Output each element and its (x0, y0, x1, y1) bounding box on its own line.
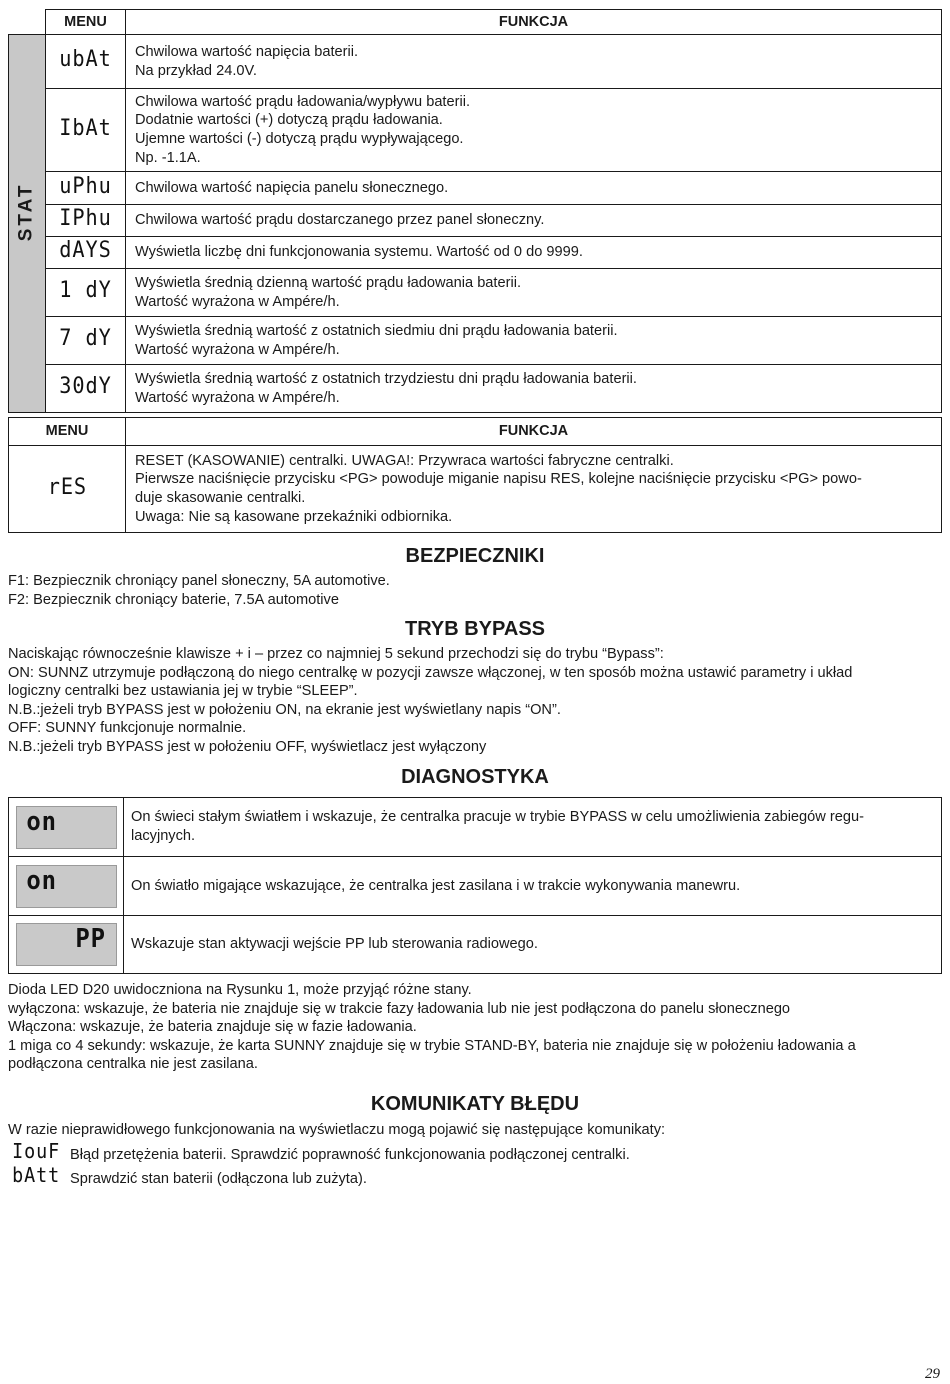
text-line: OFF: SUNNY funkcjonuje normalnie. (8, 720, 247, 737)
desc-line: Wyświetla średnią wartość z ostatnich siedmiu dni prądu ładowania baterii. (135, 322, 618, 339)
bypass-text (8, 645, 938, 757)
desc-line: Wyświetla liczbę dni funkcjonowania systemu. Wartość od 0 do 9999. (135, 244, 583, 261)
menu-code: rES (47, 474, 87, 500)
desc-line: duje skasowanie centralki. (135, 490, 306, 506)
error-code: IouF (12, 1139, 61, 1163)
lcd-text: on (25, 806, 57, 837)
menu-code-cell (46, 365, 126, 413)
section-heading-diagnostics: DIAGNOSTYKA (401, 766, 549, 788)
function-description (126, 446, 942, 533)
desc-line: Pierwsze naciśnięcie przycisku <PG> powoduje miganie napisu RES, kolejne naciśnięcie przycisku <PG> powo- (135, 471, 862, 488)
menu-code: 30dY (59, 374, 112, 400)
errors-intro: W razie nieprawidłowego funkcjonowania na wyświetlaczu mogą pojawić się następujące komunikaty: (8, 1122, 666, 1138)
lcd-display (16, 806, 117, 849)
text-line: Dioda LED D20 uwidoczniona na Rysunku 1, może przyjąć różne stany. (8, 982, 472, 998)
menu-code: uPhu (59, 173, 112, 199)
diagnostic-description (124, 857, 942, 916)
error-item (8, 1139, 938, 1168)
menu-code-cell (46, 237, 126, 269)
desc-line: Wartość wyrażona w Ampére/h. (135, 341, 340, 358)
function-description (126, 89, 942, 172)
text-line: podłączona centralka nie jest zasilana. (8, 1056, 258, 1073)
text-line: F1: Bezpiecznik chroniący panel słoneczny, 5A automotive. (8, 573, 390, 589)
text-line: N.B.:jeżeli tryb BYPASS jest w położeniu OFF, wyświetlacz jest wyłączony (8, 738, 487, 755)
desc-line: lacyjnych. (131, 828, 196, 844)
desc-line: Na przykład 24.0V. (135, 62, 257, 79)
stat-col-func: FUNKCJA (126, 10, 942, 35)
text-line: N.B.:jeżeli tryb BYPASS jest w położeniu ON, na ekranie jest wyświetlany napis “ON”. (8, 701, 561, 718)
function-description (126, 269, 942, 317)
error-code: bAtt (12, 1163, 61, 1187)
section-heading-errors: KOMUNIKATY BŁĘDU (370, 1093, 580, 1115)
menu-code-cell (46, 172, 126, 205)
desc-line: On świeci stałym światłem i wskazuje, że centralka pracuje w trybie BYPASS w celu umożliwienia zabiegów regu- (131, 809, 864, 826)
text-line: 1 miga co 4 sekundy: wskazuje, że karta SUNNY znajduje się w trybie STAND-BY, bateria nie znajduje się w położeniu ładowania a (8, 1037, 856, 1054)
desc-line: Dodatnie wartości (+) dotyczą prądu ładowania. (135, 112, 443, 129)
menu-code: dAYS (59, 238, 112, 264)
diagnostic-description (124, 916, 942, 974)
function-description (126, 237, 942, 269)
lcd-cell (9, 857, 124, 916)
fuses-text (8, 572, 938, 609)
error-text: Błąd przetężenia baterii. Sprawdzić poprawność funkcjonowania podłączonej centralki. (70, 1147, 630, 1163)
desc-line: RESET (KASOWANIE) centralki. UWAGA!: Przywraca wartości fabryczne centralki. (135, 452, 674, 469)
lcd-text: PP (75, 924, 107, 954)
diagnostic-description (124, 798, 942, 857)
menu-code-cell (46, 89, 126, 172)
led-text (8, 981, 938, 1074)
diagnostics-table (8, 797, 942, 974)
desc-line: Chwilowa wartość napięcia panelu słonecznego. (135, 179, 449, 196)
desc-line: Wartość wyrażona w Ampére/h. (135, 389, 340, 406)
menu-code: 1 dY (59, 278, 112, 304)
desc-line: Wskazuje stan aktywacji wejście PP lub sterowania radiowego. (131, 936, 538, 953)
desc-line: Wyświetla średnią dzienną wartość prądu ładowania baterii. (135, 274, 521, 291)
desc-line: On światło migające wskazujące, że centralka jest zasilana i w trakcie wykonywania manewru. (131, 877, 741, 894)
text-line: Naciskając równocześnie klawisze + i – przez co najmniej 5 sekund przechodzi się do trybu “Bypass”: (8, 646, 664, 662)
desc-line: Wyświetla średnią wartość z ostatnich trzydziestu dni prądu ładowania baterii. (135, 370, 637, 387)
desc-line: Chwilowa wartość napięcia baterii. (135, 43, 359, 60)
lcd-cell (9, 916, 124, 974)
desc-line: Uwaga: Nie są kasowane przekaźniki odbiornika. (135, 508, 453, 525)
stat-col-menu: MENU (46, 10, 126, 35)
stat-group-label: STAT (15, 182, 37, 242)
desc-line: Ujemne wartości (-) dotyczą prądu wypływającego. (135, 131, 464, 147)
lcd-text: on (25, 865, 57, 896)
desc-line: Np. -1.1A. (135, 149, 201, 166)
menu-code: 7 dY (59, 326, 112, 352)
text-line: wyłączona: wskazuje, że bateria nie znajduje się w trakcie fazy ładowania lub nie jest podłączona do panelu słonecznego (8, 1000, 791, 1017)
function-description (126, 205, 942, 237)
menu-code: ubAt (59, 47, 112, 73)
function-description (126, 35, 942, 89)
page-number: 29 (925, 1366, 940, 1382)
menu-code-cell (46, 205, 126, 237)
lcd-display (16, 865, 117, 908)
text-line: logiczny centralki bez ustawiania jej w trybie “SLEEP”. (8, 683, 358, 700)
desc-line: Chwilowa wartość prądu dostarczanego przez panel słoneczny. (135, 212, 545, 229)
section-heading-bypass: TRYB BYPASS (404, 618, 546, 640)
res-table (8, 417, 942, 533)
menu-code-cell (46, 317, 126, 365)
menu-code-cell (46, 35, 126, 89)
error-text: Sprawdzić stan baterii (odłączona lub zużyta). (70, 1171, 367, 1187)
function-description (126, 317, 942, 365)
res-col-menu: MENU (9, 418, 126, 446)
function-description (126, 172, 942, 205)
stat-table (8, 9, 942, 413)
lcd-cell (9, 798, 124, 857)
menu-code-cell (46, 269, 126, 317)
text-line: ON: SUNNZ utrzymuje podłączoną do niego centralkę w pozycji zawsze włączonej, w ten sposób można ustawić parametry i układ (8, 664, 853, 681)
section-heading-fuses: BEZPIECZNIKI (405, 545, 545, 567)
text-line: F2: Bezpiecznik chroniący baterie, 7.5A automotive (8, 591, 339, 608)
desc-line: Wartość wyrażona w Ampére/h. (135, 293, 340, 310)
function-description (126, 365, 942, 413)
menu-code: IbAt (59, 115, 112, 141)
text-line: Włączona: wskazuje, że bateria znajduje się w fazie ładowania. (8, 1019, 417, 1036)
menu-code-cell (9, 446, 126, 533)
menu-code: IPhu (59, 206, 112, 232)
stat-group-cell (9, 35, 46, 413)
desc-line: Chwilowa wartość prądu ładowania/wypływu baterii. (135, 93, 471, 110)
error-item (8, 1163, 938, 1192)
res-col-func: FUNKCJA (126, 418, 942, 446)
lcd-display (16, 923, 117, 966)
